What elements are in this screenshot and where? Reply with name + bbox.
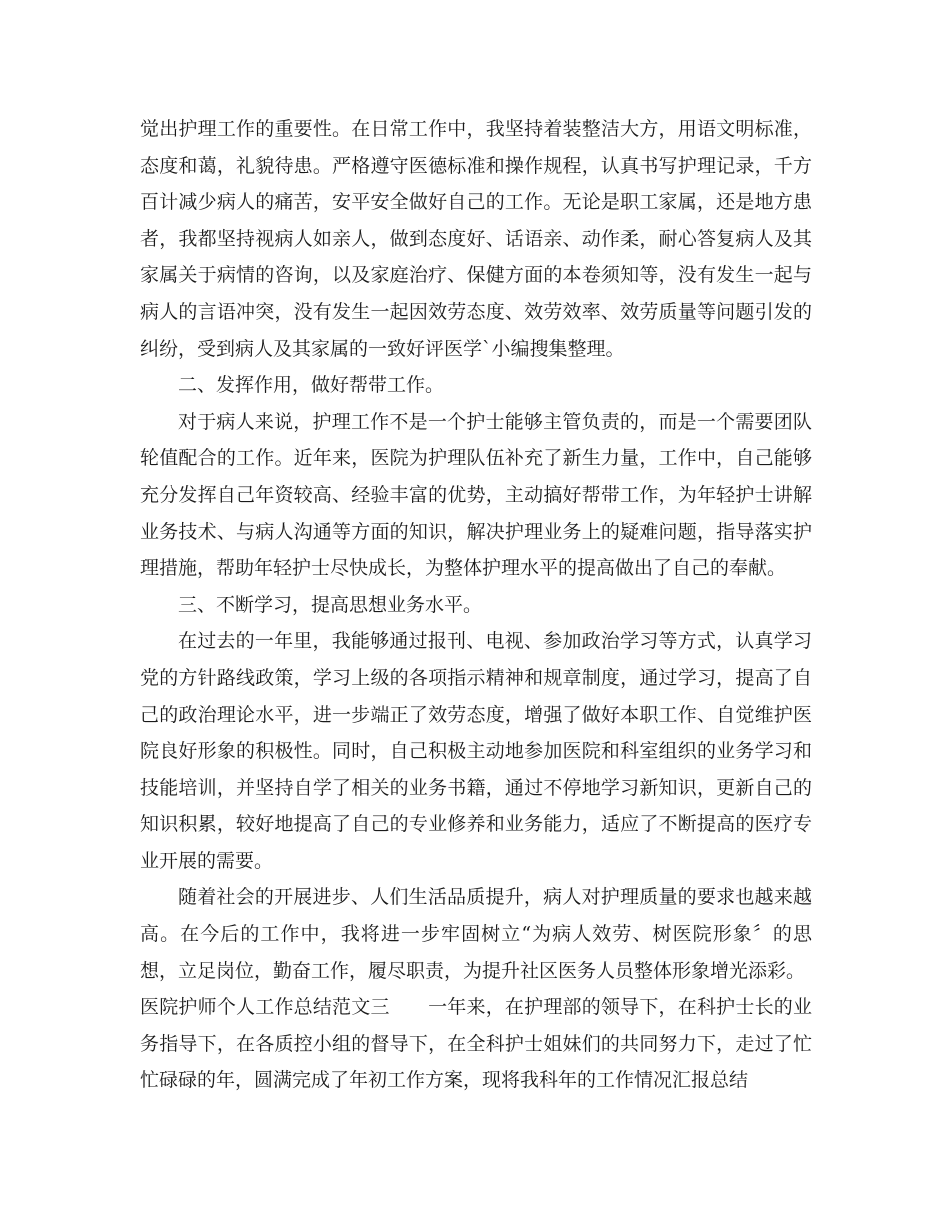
body-paragraph: 随着社会的开展进步、人们生活品质提升，病人对护理质量的要求也越来越高。在今后的工作中，我将进一步牢固树立“为病人效劳、树医院形象〞的思想，立足岗位，勤奋工作，履尽职责，为提升社区医务人员整体形象增光添彩。	[140, 886, 812, 982]
body-paragraph: 医院护师个人工作总结范文三 一年来，在护理部的领导下，在科护士长的业务指导下，在各质控小组的督导下，在全科护士姐妹们的共同努力下，走过了忙忙碌碌的年，圆满完成了年初工作方案，现将我科年的工作情况汇报总结	[140, 996, 812, 1092]
section-heading: 二、发挥作用，做好帮带工作。	[178, 374, 445, 397]
body-paragraph: 觉出护理工作的重要性。在日常工作中，我坚持着装整洁大方，用语文明标准，态度和蔼，礼貌待患。严格遵守医德标准和操作规程，认真书写护理记录，千方百计减少病人的痛苦，安平安全做好自己的工作。无论是职工家属，还是地方患者，我都坚持视病人如亲人，做到态度好、话语亲、动作柔，耐心答复病人及其家属关于病情的咨询，以及家庭治疗、保健方面的本卷须知等，没有发生一起与病人的言语冲突，没有发生一起因效劳态度、效劳效率、效劳质量等问题引发的纠纷，受到病人及其家属的一致好评医学`小编搜集整理。	[140, 118, 812, 360]
body-paragraph: 在过去的一年里，我能够通过报刊、电视、参加政治学习等方式，认真学习党的方针路线政策，学习上级的各项指示精神和规章制度，通过学习，提高了自己的政治理论水平，进一步端正了效劳态度，增强了做好本职工作、自觉维护医院良好形象的积极性。同时，自己积极主动地参加医院和科室组织的业务学习和技能培训，并坚持自学了相关的业务书籍，通过不停地学习新知识，更新自己的知识积累，较好地提高了自己的专业修养和业务能力，适应了不断提高的医疗专业开展的需要。	[140, 630, 812, 872]
document-body	[140, 111, 812, 1099]
section-heading: 三、不断学习，提高思想业务水平。	[178, 593, 483, 616]
body-paragraph: 对于病人来说，护理工作不是一个护士能够主管负责的，而是一个需要团队轮值配合的工作。近年来，医院为护理队伍补充了新生力量，工作中，自己能够充分发挥自己年资较高、经验丰富的优势，主动搞好帮带工作，为年轻护士讲解业务技术、与病人沟通等方面的知识，解决护理业务上的疑难问题，指导落实护理措施，帮助年轻护士尽快成长，为整体护理水平的提高做出了自己的奉献。	[140, 410, 812, 580]
